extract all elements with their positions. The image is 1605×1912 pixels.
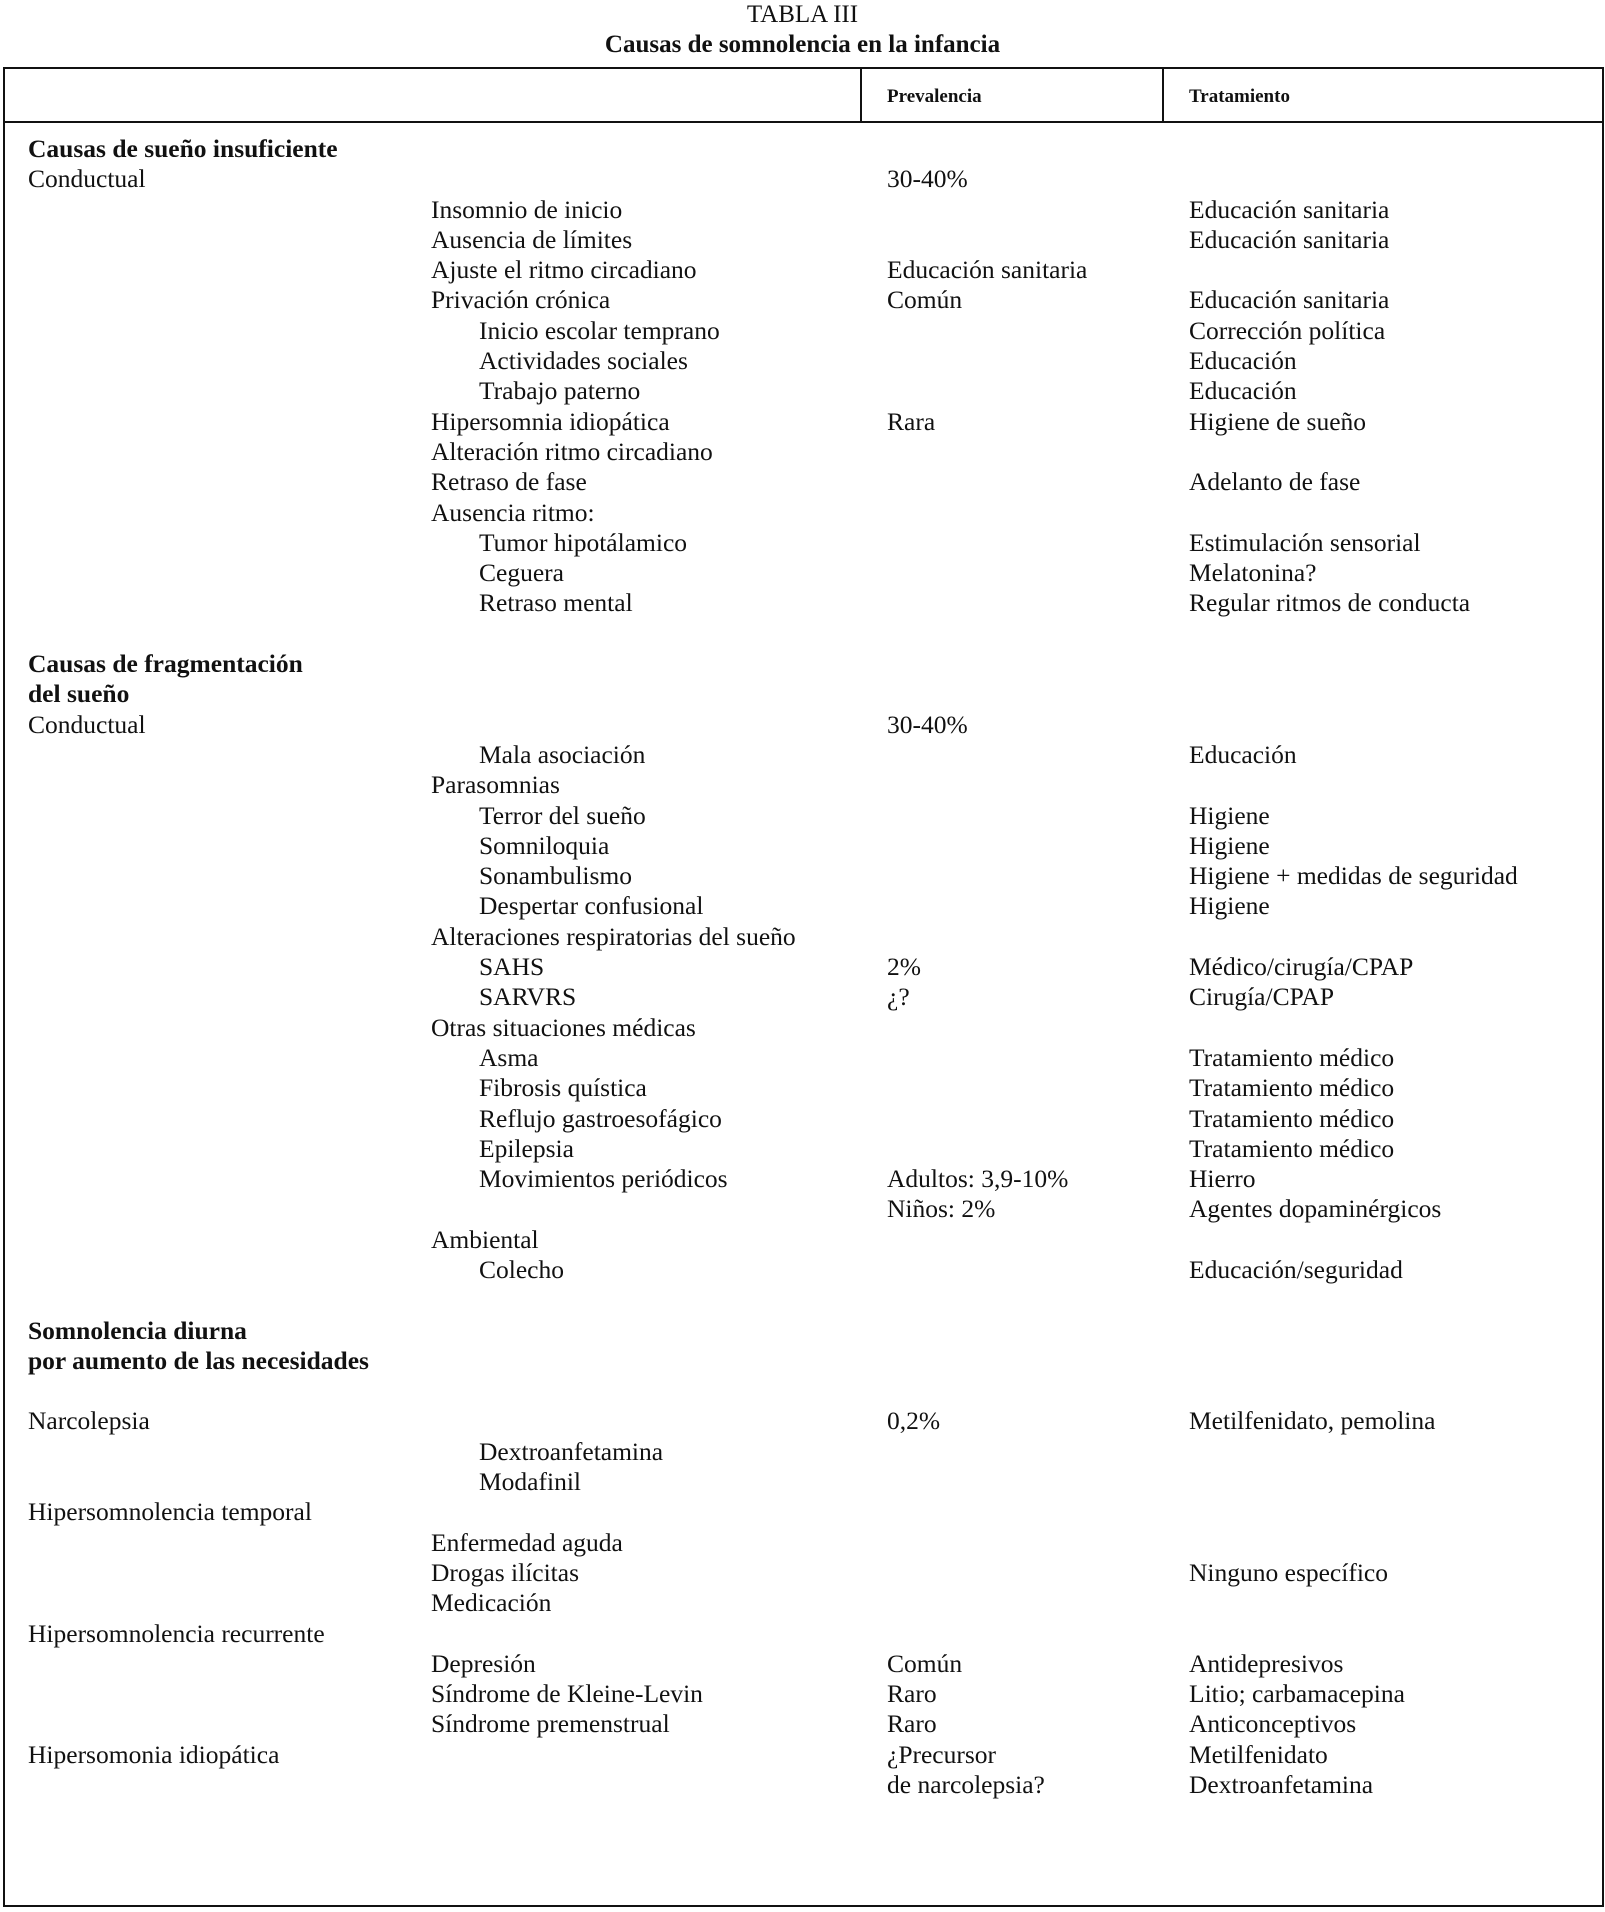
table-row bbox=[0, 1346, 1605, 1407]
prevalence-cell: Adultos: 3,9-10% bbox=[887, 1164, 1069, 1194]
treatment-cell: Higiene bbox=[1189, 800, 1270, 830]
cause-cell: Despertar confusional bbox=[479, 891, 704, 921]
table-row bbox=[0, 1740, 1605, 1770]
table-row bbox=[0, 1225, 1605, 1255]
table-row bbox=[0, 1679, 1605, 1709]
table-row bbox=[0, 1316, 1605, 1346]
table-row bbox=[0, 437, 1605, 467]
prevalence-cell: Raro bbox=[887, 1679, 937, 1709]
treatment-cell: Regular ritmos de conducta bbox=[1189, 588, 1471, 618]
prevalence-cell: 2% bbox=[887, 952, 921, 982]
table-row bbox=[0, 801, 1605, 831]
cause-cell: Fibrosis quística bbox=[479, 1073, 647, 1103]
cause-cell: Causas de fragmentación bbox=[28, 649, 303, 679]
table-row bbox=[0, 1467, 1605, 1497]
cause-cell: Depresión bbox=[431, 1648, 536, 1678]
table-row bbox=[0, 1406, 1605, 1436]
table-row bbox=[0, 710, 1605, 740]
treatment-cell: Estimulación sensorial bbox=[1189, 527, 1421, 557]
treatment-cell: Antidepresivos bbox=[1189, 1648, 1344, 1678]
table-row bbox=[0, 1497, 1605, 1527]
table-row bbox=[0, 316, 1605, 346]
prevalence-cell: Común bbox=[887, 285, 963, 315]
table-number: TABLA III bbox=[746, 1, 859, 28]
table-row bbox=[0, 679, 1605, 709]
table-row bbox=[0, 1073, 1605, 1103]
treatment-cell: Educación bbox=[1189, 376, 1297, 406]
table-row bbox=[0, 770, 1605, 800]
cause-cell: Tumor hipotálamico bbox=[479, 527, 688, 557]
table-row bbox=[0, 1164, 1605, 1194]
treatment-cell: Anticonceptivos bbox=[1189, 1709, 1357, 1739]
cause-cell: Modafinil bbox=[479, 1467, 581, 1497]
cause-cell: Insomnio de inicio bbox=[431, 194, 623, 224]
table-row bbox=[0, 1104, 1605, 1134]
treatment-cell: Educación sanitaria bbox=[1189, 224, 1390, 254]
cause-cell: Síndrome de Kleine-Levin bbox=[431, 1679, 703, 1709]
cause-cell: Enfermedad aguda bbox=[431, 1527, 623, 1557]
treatment-cell: Tratamiento médico bbox=[1189, 1133, 1395, 1163]
treatment-cell: Higiene bbox=[1189, 830, 1270, 860]
cause-cell: Hipersomnia idiopática bbox=[431, 406, 670, 436]
cause-cell: Epilepsia bbox=[479, 1133, 574, 1163]
prevalence-cell: 30-40% bbox=[887, 164, 968, 194]
table-row bbox=[0, 467, 1605, 497]
table-row bbox=[0, 346, 1605, 376]
treatment-cell: Higiene + medidas de seguridad bbox=[1189, 861, 1518, 891]
cause-cell: Asma bbox=[479, 1042, 539, 1072]
cause-cell: Síndrome premenstrual bbox=[431, 1709, 670, 1739]
treatment-cell: Hierro bbox=[1189, 1164, 1256, 1194]
cause-cell: Alteraciones respiratorias del sueño bbox=[431, 921, 796, 951]
treatment-cell: Cirugía/CPAP bbox=[1189, 982, 1335, 1012]
cause-cell: Hipersomnolencia recurrente bbox=[28, 1618, 325, 1648]
prevalence-cell: 30-40% bbox=[887, 709, 968, 739]
treatment-cell: Higiene bbox=[1189, 891, 1270, 921]
table-row bbox=[0, 982, 1605, 1012]
table-row bbox=[0, 861, 1605, 891]
table-row bbox=[0, 1528, 1605, 1558]
treatment-cell: Tratamiento médico bbox=[1189, 1073, 1395, 1103]
cause-cell: Ajuste el ritmo circadiano bbox=[431, 255, 697, 285]
table-row bbox=[0, 1619, 1605, 1649]
cause-cell: Ambiental bbox=[431, 1224, 539, 1254]
table-row bbox=[0, 376, 1605, 406]
table-row bbox=[0, 740, 1605, 770]
treatment-cell: Tratamiento médico bbox=[1189, 1103, 1395, 1133]
column-header-prevalence: Prevalencia bbox=[887, 86, 982, 107]
table-row bbox=[0, 1588, 1605, 1618]
cause-cell: Conductual bbox=[28, 164, 146, 194]
cause-cell: Medicación bbox=[431, 1588, 552, 1618]
cause-cell: Actividades sociales bbox=[479, 346, 688, 376]
table-row bbox=[0, 1649, 1605, 1679]
table-row bbox=[0, 649, 1605, 679]
table-row bbox=[0, 407, 1605, 437]
treatment-cell: Adelanto de fase bbox=[1189, 467, 1361, 497]
prevalence-cell: Raro bbox=[887, 1709, 937, 1739]
treatment-cell: Higiene de sueño bbox=[1189, 406, 1367, 436]
cause-cell: del sueño bbox=[28, 679, 130, 709]
cause-cell: Privación crónica bbox=[431, 285, 611, 315]
cause-cell: Parasomnias bbox=[431, 770, 560, 800]
table-row bbox=[0, 528, 1605, 558]
prevalence-cell: ¿Precursor bbox=[887, 1739, 997, 1769]
prevalence-cell: de narcolepsia? bbox=[887, 1770, 1045, 1800]
table-row bbox=[0, 1013, 1605, 1043]
treatment-cell: Melatonina? bbox=[1189, 558, 1317, 588]
header-divider bbox=[3, 121, 1604, 123]
prevalence-cell: Rara bbox=[887, 406, 936, 436]
cause-cell: Otras situaciones médicas bbox=[431, 1012, 696, 1042]
cause-cell: Retraso mental bbox=[479, 588, 633, 618]
cause-cell: Mala asociación bbox=[479, 739, 646, 769]
table-row bbox=[0, 164, 1605, 194]
table-row bbox=[0, 1043, 1605, 1073]
cause-cell: Hipersomonia idiopática bbox=[28, 1739, 280, 1769]
table-row bbox=[0, 831, 1605, 861]
prevalence-cell: Niños: 2% bbox=[887, 1194, 996, 1224]
treatment-cell: Corrección política bbox=[1189, 315, 1386, 345]
table-row bbox=[0, 891, 1605, 921]
treatment-cell: Agentes dopaminérgicos bbox=[1189, 1194, 1442, 1224]
table-row bbox=[0, 1437, 1605, 1467]
cause-cell: Drogas ilícitas bbox=[431, 1557, 580, 1587]
prevalence-cell: Común bbox=[887, 1648, 963, 1678]
treatment-cell: Educación sanitaria bbox=[1189, 194, 1390, 224]
cause-cell: Inicio escolar temprano bbox=[479, 315, 720, 345]
treatment-cell: Metilfenidato, pemolina bbox=[1189, 1406, 1436, 1436]
table-row bbox=[0, 225, 1605, 255]
cause-cell: Colecho bbox=[479, 1254, 564, 1284]
cause-cell: Movimientos periódicos bbox=[479, 1164, 728, 1194]
cause-cell: por aumento de las necesidades bbox=[28, 1345, 369, 1375]
table-row bbox=[0, 255, 1605, 285]
treatment-cell: Educación bbox=[1189, 346, 1297, 376]
cause-cell: Terror del sueño bbox=[479, 800, 646, 830]
cause-cell: Trabajo paterno bbox=[479, 376, 641, 406]
table-row bbox=[0, 285, 1605, 315]
treatment-cell: Litio; carbamacepina bbox=[1189, 1679, 1405, 1709]
table-row bbox=[0, 498, 1605, 528]
cause-cell: Somniloquia bbox=[479, 830, 610, 860]
cause-cell: Reflujo gastroesofágico bbox=[479, 1103, 722, 1133]
cause-cell: Dextroanfetamina bbox=[479, 1436, 664, 1466]
cause-cell: Retraso de fase bbox=[431, 467, 587, 497]
table-row bbox=[0, 922, 1605, 952]
column-header-treatment: Tratamiento bbox=[1189, 86, 1290, 107]
treatment-cell: Médico/cirugía/CPAP bbox=[1189, 952, 1414, 982]
treatment-cell: Educación/seguridad bbox=[1189, 1254, 1403, 1284]
table-row bbox=[0, 952, 1605, 982]
treatment-cell: Educación sanitaria bbox=[1189, 285, 1390, 315]
table-row bbox=[0, 1770, 1605, 1800]
cause-cell: Alteración ritmo circadiano bbox=[431, 436, 713, 466]
cause-cell: Narcolepsia bbox=[28, 1406, 150, 1436]
table-row bbox=[0, 134, 1605, 164]
table-row bbox=[0, 1255, 1605, 1316]
table-row bbox=[0, 1558, 1605, 1588]
cause-cell: Sonambulismo bbox=[479, 861, 633, 891]
treatment-cell: Dextroanfetamina bbox=[1189, 1770, 1374, 1800]
cause-cell: SARVRS bbox=[479, 982, 577, 1012]
table-row bbox=[0, 195, 1605, 225]
treatment-cell: Tratamiento médico bbox=[1189, 1042, 1395, 1072]
cause-cell: Hipersomnolencia temporal bbox=[28, 1497, 312, 1527]
cause-cell: Ausencia de límites bbox=[431, 224, 633, 254]
table-title: Causas de somnolencia en la infancia bbox=[604, 31, 1001, 58]
cause-cell: Conductual bbox=[28, 709, 146, 739]
prevalence-cell: Educación sanitaria bbox=[887, 255, 1088, 285]
table-row bbox=[0, 1709, 1605, 1739]
header-column-divider-2 bbox=[1162, 67, 1164, 123]
header-column-divider-1 bbox=[860, 67, 862, 123]
cause-cell: SAHS bbox=[479, 952, 545, 982]
table-body bbox=[0, 134, 1605, 1800]
cause-cell: Causas de sueño insuficiente bbox=[28, 134, 338, 163]
treatment-cell: Educación bbox=[1189, 739, 1297, 769]
table-row bbox=[0, 1134, 1605, 1164]
cause-cell: Somnolencia diurna bbox=[28, 1315, 247, 1345]
prevalence-cell: ¿? bbox=[887, 982, 910, 1012]
table-row bbox=[0, 558, 1605, 588]
cause-cell: Ausencia ritmo: bbox=[431, 497, 595, 527]
table-row bbox=[0, 1194, 1605, 1224]
treatment-cell: Metilfenidato bbox=[1189, 1739, 1328, 1769]
treatment-cell: Ninguno específico bbox=[1189, 1557, 1388, 1587]
cause-cell: Ceguera bbox=[479, 558, 564, 588]
table-row bbox=[0, 588, 1605, 649]
prevalence-cell: 0,2% bbox=[887, 1406, 941, 1436]
